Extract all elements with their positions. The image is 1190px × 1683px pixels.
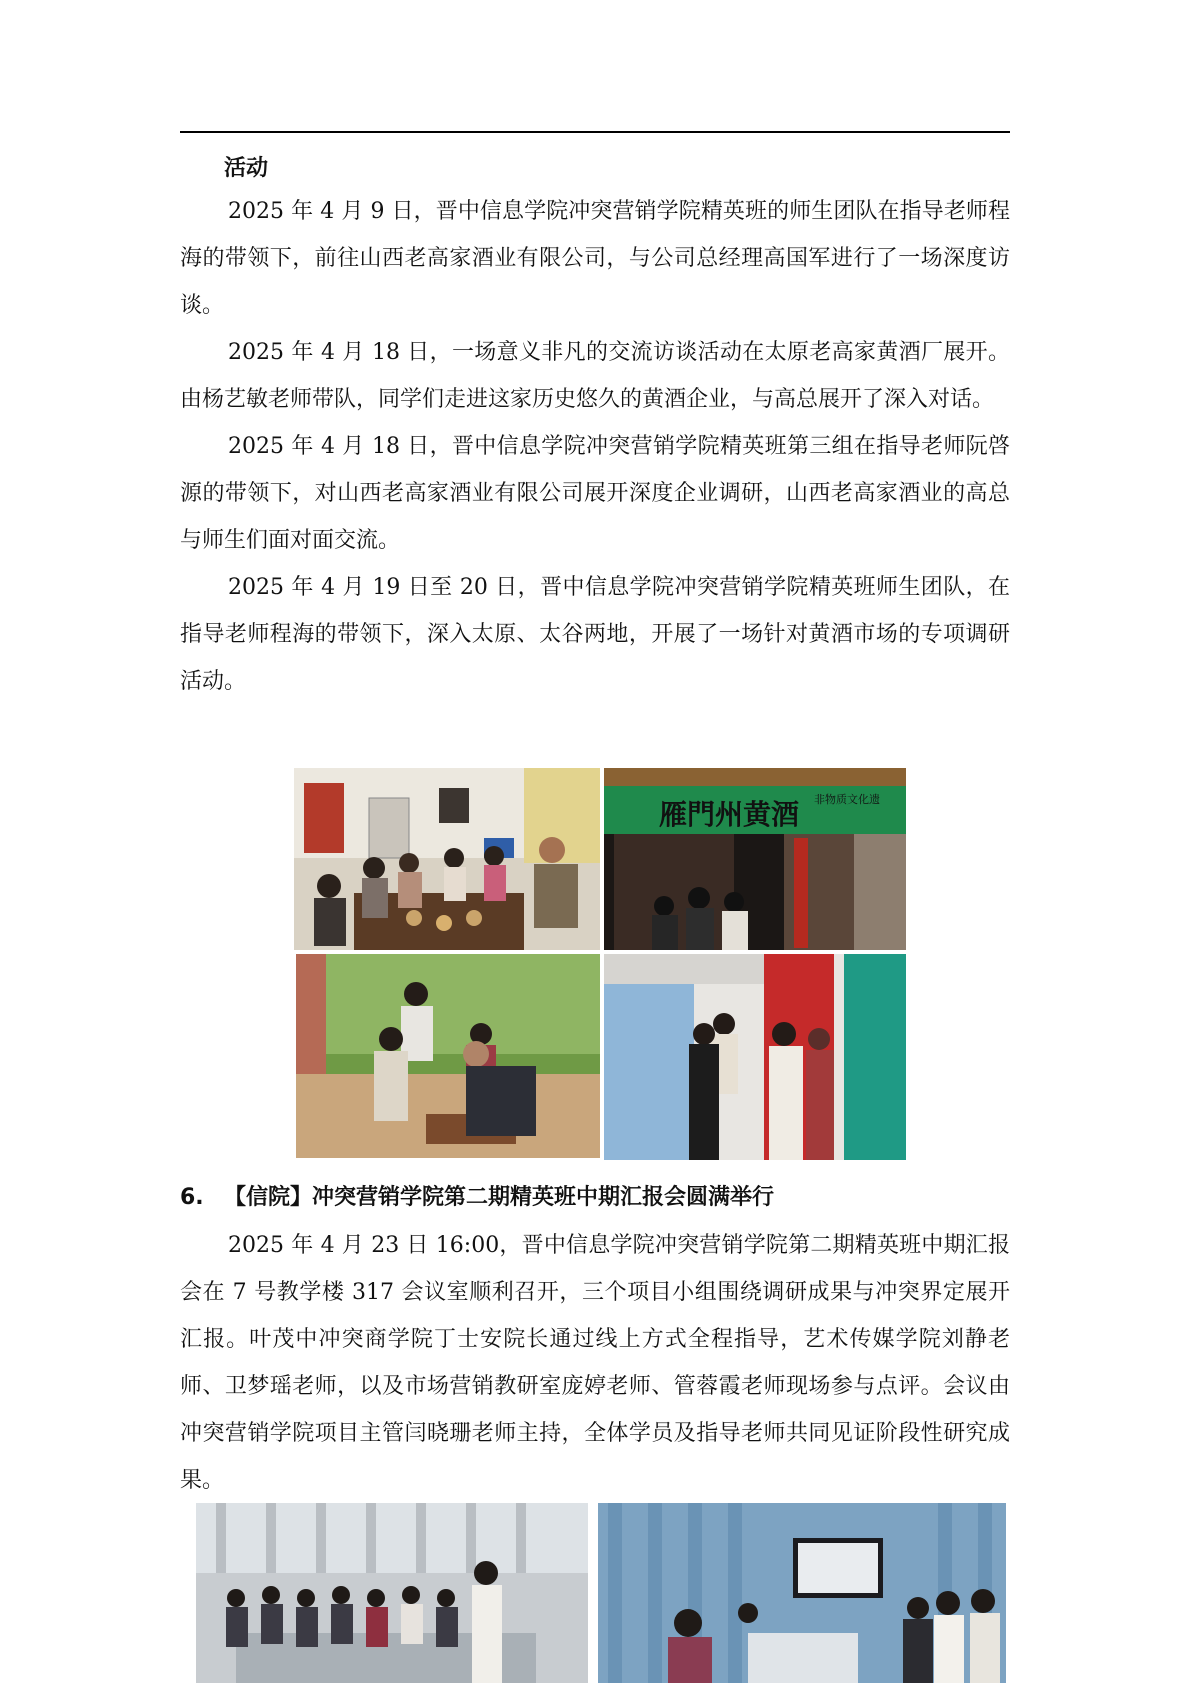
photo-outdoor-discussion	[296, 954, 600, 1158]
paragraph: 2025 年 4 月 23 日 16:00，晋中信息学院冲突营销学院第二期精英班中期汇报会在 7 号教学楼 317 会议室顺利召开，三个项目小组围绕调研成果与冲突界定展开汇报。叶茂中冲突商学院丁士安院长通过线上方式全程指导，艺术传媒学院刘静老师、卫梦瑶老师，以及市场营销教研室庞婷老师、管蓉霞老师现场参与点评。会议由冲突营销学院项目主管闫晓珊老师主持，全体学员及指导老师共同见证阶段性研究成果。	[180, 1233, 1010, 1493]
header-rule	[180, 131, 1010, 133]
paragraph: 2025 年 4 月 19 日至 20 日，晋中信息学院冲突营销学院精英班师生团队，在指导老师程海的带领下，深入太原、太谷两地，开展了一场针对黄酒市场的专项调研活动。	[180, 575, 1010, 694]
paragraph: 2025 年 4 月 9 日，晋中信息学院冲突营销学院精英班的师生团队在指导老师程海的带领下，前往山西老高家酒业有限公司，与公司总经理高国军进行了一场深度访谈。	[180, 199, 1010, 318]
photo-tea-meeting	[294, 768, 600, 950]
photo-supermarket-research	[604, 954, 906, 1160]
photo-presentation-screen	[598, 1503, 1006, 1683]
bottom-photo-row	[196, 1503, 1006, 1683]
prev-section-body	[180, 148, 1010, 705]
section-6-body	[180, 1222, 1010, 1504]
photo-store-front	[604, 768, 906, 950]
section-number: 6.	[180, 1185, 204, 1210]
subheading: 活动	[224, 155, 269, 181]
store-side-text: 非物质文化遗	[814, 793, 880, 806]
paragraph: 2025 年 4 月 18 日，晋中信息学院冲突营销学院精英班第三组在指导老师阮啓源的带领下，对山西老高家酒业有限公司展开深度企业调研，山西老高家酒业的高总与师生们面对面交流。	[180, 434, 1010, 553]
paragraph: 2025 年 4 月 18 日，一场意义非凡的交流访谈活动在太原老高家黄酒厂展开。由杨艺敏老师带队，同学们走进这家历史悠久的黄酒企业，与高总展开了深入对话。	[180, 340, 1010, 412]
store-sign-text: 雁門州黄酒	[659, 798, 800, 831]
photo-conference-room	[196, 1503, 588, 1683]
section-6-title	[180, 1180, 1010, 1216]
photo-collage	[294, 768, 906, 1158]
section-heading: 【信院】冲突营销学院第二期精英班中期汇报会圆满举行	[224, 1185, 775, 1210]
